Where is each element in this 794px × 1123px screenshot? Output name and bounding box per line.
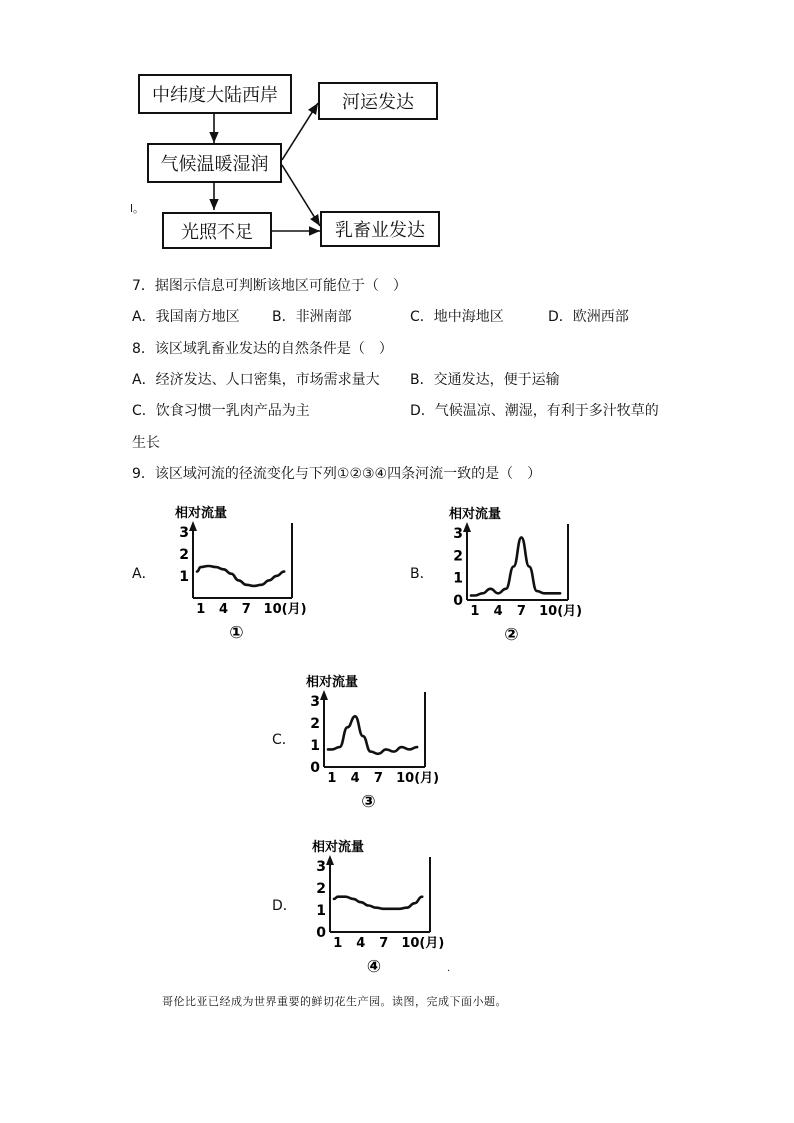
y-tick-label: 2: [179, 546, 189, 563]
x-tick-label: 10(月): [396, 771, 440, 786]
x-tick-label: 1: [470, 604, 480, 619]
x-tick-label: 4: [356, 936, 366, 951]
question-8-option-c[interactable]: C．饮食习惯一乳肉产品为主: [132, 403, 310, 419]
diagram-box-dairy-farming: 乳畜业发达: [320, 211, 440, 247]
chart-title: 相对流量: [306, 675, 359, 690]
x-tick-label: 1: [327, 771, 337, 786]
question-7-option-a[interactable]: A．我国南方地区: [132, 309, 240, 325]
next-question-intro: 哥伦比亚已经成为世界重要的鲜切花生产园。读图，完成下面小题。: [162, 995, 507, 1008]
question-8-option-b[interactable]: B．交通发达，便于运输: [410, 372, 560, 388]
y-tick-label: 3: [179, 524, 189, 541]
y-axis-arrow: [326, 855, 334, 865]
footer-dot: ·: [447, 966, 451, 977]
y-tick-label: 3: [310, 693, 320, 710]
x-tick-label: 1: [196, 602, 206, 617]
x-tick-label: 1: [333, 936, 343, 951]
diagram-box-insufficient-sunlight: 光照不足: [162, 212, 272, 249]
x-tick-label: 10(月): [539, 604, 583, 619]
y-tick-label: 0: [316, 925, 326, 941]
question-9-option-d-label[interactable]: D．: [272, 898, 297, 914]
y-tick-label: 0: [310, 760, 320, 776]
runoff-series-line: [334, 897, 422, 909]
stray-mark: l。: [130, 202, 145, 215]
x-tick-label: 7: [379, 936, 389, 951]
chart-caption: ②: [504, 625, 519, 645]
y-tick-label: 2: [316, 880, 326, 897]
question-9-option-b-label[interactable]: B．: [410, 566, 434, 582]
y-tick-label: 1: [453, 570, 463, 587]
question-8-option-d-continuation: 生长: [132, 435, 160, 451]
diagram-box-midlatitude-west-coast: 中纬度大陆西岸: [138, 74, 292, 114]
y-tick-label: 1: [316, 902, 326, 919]
chart-caption: ④: [366, 957, 382, 977]
x-tick-label: 4: [350, 771, 360, 786]
question-9-option-a-label[interactable]: A．: [132, 566, 156, 582]
chart-title: 相对流量: [175, 506, 228, 521]
chart-title: 相对流量: [449, 507, 502, 522]
question-8-option-d[interactable]: D．气候温凉、潮湿，有利于多汁牧草的: [410, 403, 659, 419]
question-7-option-d[interactable]: D．欧洲西部: [548, 309, 629, 325]
diagram-box-warm-humid-climate: 气候温暖湿润: [147, 143, 282, 183]
question-8-stem: 8．该区域乳畜业发达的自然条件是（ ）: [132, 341, 393, 357]
chart-caption: ③: [361, 792, 376, 812]
x-tick-label: 7: [373, 771, 383, 786]
x-tick-label: 7: [241, 602, 251, 617]
y-tick-label: 1: [179, 568, 189, 585]
question-9-option-c-label[interactable]: C．: [272, 732, 296, 748]
x-tick-label: 10(月): [263, 602, 307, 617]
x-tick-label: 4: [493, 604, 503, 619]
x-tick-label: 4: [219, 602, 229, 617]
question-7-option-b[interactable]: B．非洲南部: [272, 309, 352, 325]
chart-title: 相对流量: [312, 840, 365, 855]
y-tick-label: 2: [310, 715, 320, 732]
x-tick-label: 10(月): [401, 936, 445, 951]
y-tick-label: 0: [453, 593, 463, 609]
x-tick-label: 7: [516, 604, 526, 619]
y-tick-label: 3: [453, 525, 463, 542]
chart-caption: ①: [229, 623, 244, 643]
question-8-option-a[interactable]: A．经济发达、人口密集，市场需求量大: [132, 372, 380, 388]
question-7-stem: 7．据图示信息可判断该地区可能位于（ ）: [132, 278, 407, 294]
diagram-box-river-transport: 河运发达: [318, 82, 438, 120]
y-tick-label: 1: [310, 737, 320, 754]
y-tick-label: 3: [316, 858, 326, 875]
question-9-stem: 9．该区域河流的径流变化与下列①②③④四条河流一致的是（ ）: [132, 466, 542, 482]
y-tick-label: 2: [453, 548, 463, 565]
question-7-option-c[interactable]: C．地中海地区: [410, 309, 504, 325]
